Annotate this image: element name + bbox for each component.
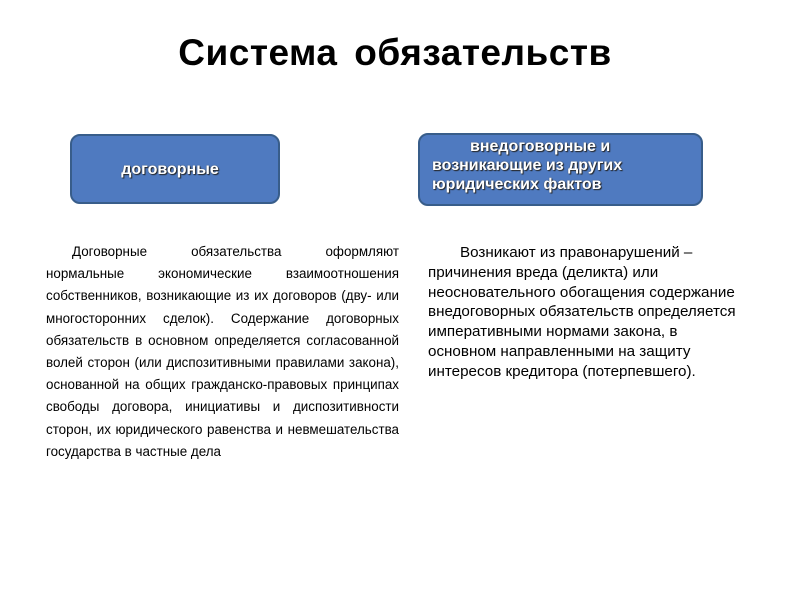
contractual-header-box: [70, 134, 280, 204]
non-contractual-header-line-3: юридических фактов: [432, 176, 602, 193]
slide-title: Система обязательств: [178, 32, 612, 73]
non-contractual-description: Возникают из правонарушений – причинения вреда (деликта) или неосновательного обогащения содержание внедоговорных обязательств определяется императивными нормами закона, в основном направленными на защиту интересов кредитора (потерпевшего).: [428, 244, 736, 380]
non-contractual-header-box: [418, 133, 703, 206]
contractual-header-label: договорные: [121, 160, 219, 178]
non-contractual-header-line-2: возникающие из других: [432, 157, 623, 174]
non-contractual-header-line-1: внедоговорные и: [470, 138, 611, 155]
contractual-description: Договорные обязательства оформляют нормальные экономические взаимоотношения собственников, возникающие из их договоров (дву- или многосторонних сделок). Содержание договорных обязательств в основном определяется согласованной волей сторон (или диспозитивными правилами закона), основанной на общих гражданско-правовых принципах свободы договора, инициативы и диспозитивности сторон, их юридического равенства и невмешательства государства в частные дела: [46, 244, 399, 459]
